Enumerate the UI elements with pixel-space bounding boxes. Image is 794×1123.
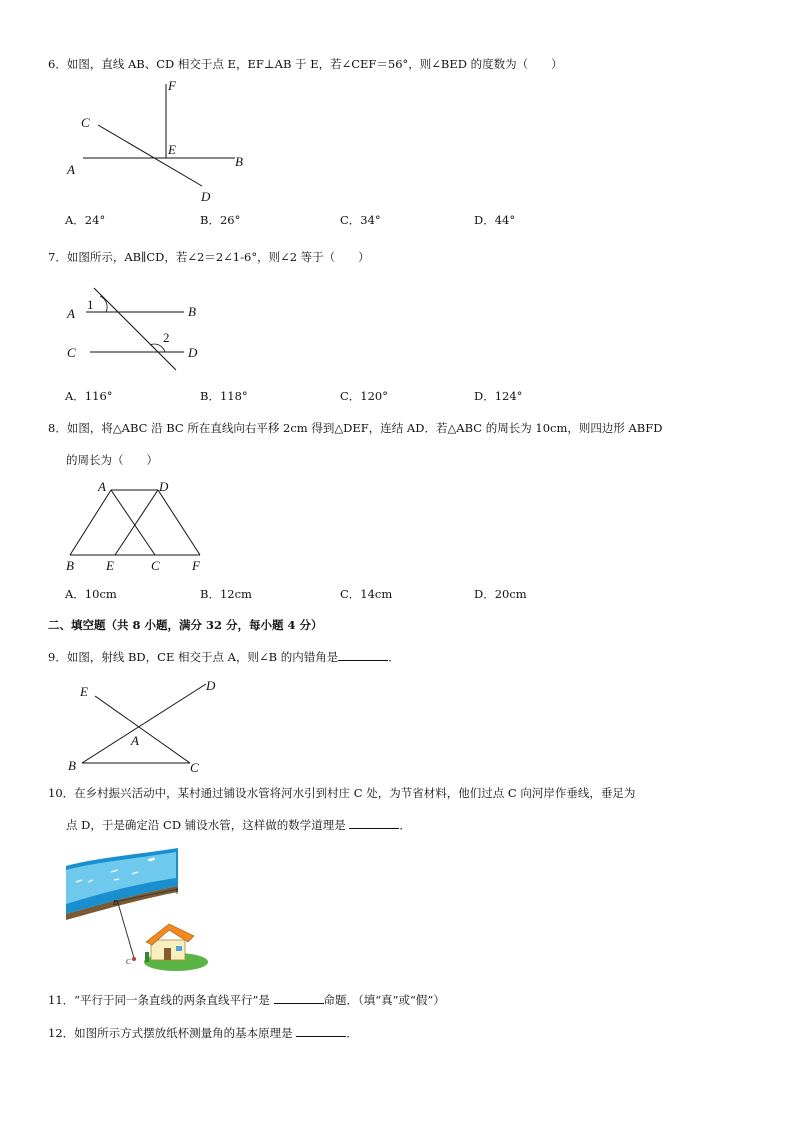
q8-label-c: C xyxy=(151,558,160,573)
q9-label-b: B xyxy=(68,758,76,773)
q6-label-a: A xyxy=(67,162,75,177)
q9-label-c: C xyxy=(190,760,199,775)
q9-answer-blank[interactable] xyxy=(338,649,388,661)
q12-text xyxy=(48,1025,358,1041)
q9-label-e: E xyxy=(80,684,88,699)
q8-text-line2: 的周长为（ ） xyxy=(66,453,158,467)
q8-option-d: D．20cm xyxy=(474,587,527,601)
q11-text xyxy=(48,992,445,1008)
q10-house-door xyxy=(164,948,171,960)
q7-label-1: 1 xyxy=(87,297,94,312)
q8-label-f: F xyxy=(192,558,200,573)
q9-figure xyxy=(60,676,230,776)
q9-ray-ce xyxy=(95,696,190,763)
q9-ray-bd xyxy=(82,684,206,763)
q7-text: 7．如图所示，AB∥CD，若∠2＝2∠1-6°，则∠2 等于（ ） xyxy=(48,250,370,264)
q10-label-d: D xyxy=(113,899,119,907)
q6-line-cd xyxy=(98,125,202,186)
q7-option-a: A．116° xyxy=(65,389,113,403)
q10-text-line2-before: 点 D，于是确定沿 CD 铺设水管，这样做的数学道理是 xyxy=(66,818,346,832)
q8-text-line1: 8．如图，将△ABC 沿 BC 所在直线向右平移 2cm 得到△DEF，连结 AD．若△ABC 的周长为 10cm，则四边形 ABFD xyxy=(48,421,663,435)
q10-house-window xyxy=(176,946,182,951)
q6-label-b: B xyxy=(235,154,243,169)
q8-label-b: B xyxy=(66,558,74,573)
q7-option-d: D．124° xyxy=(474,389,523,403)
q8-figure xyxy=(60,478,220,573)
q7-angle-1-arc xyxy=(100,296,107,312)
q7-option-c: C．120° xyxy=(340,389,388,403)
q7-label-2: 2 xyxy=(163,330,170,345)
q10-pipe-cd xyxy=(118,903,134,958)
q7-transversal xyxy=(94,288,176,370)
q10-text-line2-after: ． xyxy=(399,818,411,832)
q8-side-ac xyxy=(111,490,155,555)
q11-text-after: 命题．（填“真”或“假”） xyxy=(323,993,445,1007)
q6-label-d: D xyxy=(201,189,211,204)
q7-label-d: D xyxy=(188,345,198,360)
q10-answer-blank[interactable] xyxy=(349,817,399,829)
q6-label-f: F xyxy=(168,78,176,93)
q7-label-b: B xyxy=(188,304,196,319)
q9-label-a: A xyxy=(131,733,139,748)
q9-text-after: ． xyxy=(388,650,400,664)
q6-option-b: B．26° xyxy=(200,213,241,227)
q10-label-c: C xyxy=(126,958,131,966)
q7-option-b: B．118° xyxy=(200,389,248,403)
q12-answer-blank[interactable] xyxy=(296,1025,346,1037)
q8-option-b: B．12cm xyxy=(200,587,252,601)
q8-option-c: C．14cm xyxy=(340,587,393,601)
q9-text xyxy=(48,649,400,665)
q9-label-d: D xyxy=(206,678,216,693)
q8-label-d: D xyxy=(159,479,169,494)
q8-option-a: A．10cm xyxy=(65,587,117,601)
q12-text-before: 12．如图所示方式摆放纸杯测量角的基本原理是 xyxy=(48,1026,293,1040)
q7-label-a: A xyxy=(67,306,75,321)
q9-text-before: 9．如图，射线 BD，CE 相交于点 A，则∠B 的内错角是 xyxy=(48,650,339,664)
q6-text: 6．如图，直线 AB、CD 相交于点 E，EF⊥AB 于 E，若∠CEF＝56°，则∠BED 的度数为（ ） xyxy=(48,57,563,71)
q10-point-c xyxy=(132,957,136,961)
q7-label-c: C xyxy=(67,345,76,360)
q7-figure xyxy=(60,282,220,377)
q8-label-e: E xyxy=(106,558,114,573)
q12-text-after: ． xyxy=(346,1026,358,1040)
q6-option-d: D．44° xyxy=(474,213,516,227)
q10-text-line2 xyxy=(66,817,411,833)
section-2-title: 二、填空题（共 8 小题，满分 32 分，每小题 4 分） xyxy=(48,618,323,632)
q11-text-before: 11．“平行于同一条直线的两条直线平行”是 xyxy=(48,993,270,1007)
q8-side-de xyxy=(115,490,158,555)
q8-side-df xyxy=(158,490,200,555)
q6-label-c: C xyxy=(81,115,90,130)
q6-option-a: A．24° xyxy=(65,213,106,227)
q10-tree xyxy=(145,952,149,962)
q8-side-ab xyxy=(70,490,111,555)
q11-answer-blank[interactable] xyxy=(274,992,324,1004)
q10-figure xyxy=(66,848,211,973)
q6-option-c: C．34° xyxy=(340,213,381,227)
q6-figure xyxy=(60,76,280,211)
q8-label-a: A xyxy=(98,479,106,494)
q10-label-l: l xyxy=(176,888,178,896)
q6-label-e: E xyxy=(168,142,176,157)
q10-text-line1: 10．在乡村振兴活动中，某村通过铺设水管将河水引到村庄 C 处，为节省材料，他们过点 C 向河岸作垂线，垂足为 xyxy=(48,786,636,800)
